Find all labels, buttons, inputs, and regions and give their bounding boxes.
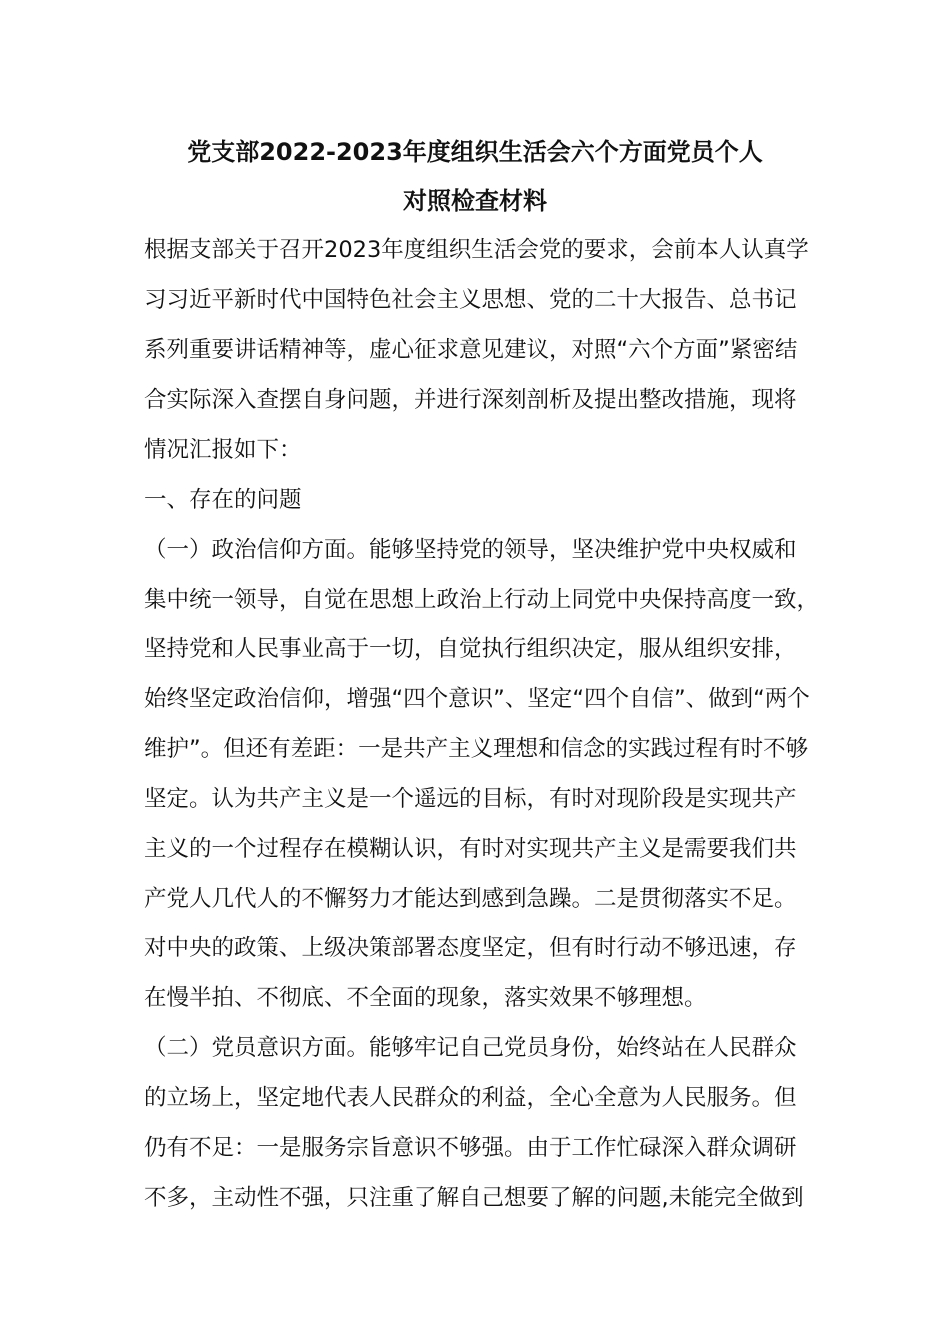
section-heading: 一、存在的问题 — [144, 487, 302, 513]
body-line: 集中统一领导，自觉在思想上政治上行动上同党中央保持高度一致， — [144, 587, 820, 613]
body-line: 仍有不足：一是服务宗旨意识不够强。由于工作忙碌深入群众调研 — [144, 1135, 797, 1161]
body-line: 根据支部关于召开2023年度组织生活会党的要求，会前本人认真学 — [144, 237, 809, 263]
body-line: 习习近平新时代中国特色社会主义思想、党的二十大报告、总书记 — [144, 287, 797, 313]
body-line: 不多，主动性不强，只注重了解自己想要了解的问题,未能完全做到 — [144, 1185, 804, 1211]
body-line: 的立场上，坚定地代表人民群众的利益，全心全意为人民服务。但 — [144, 1085, 797, 1111]
body-line: 主义的一个过程存在模糊认识，有时对实现共产主义是需要我们共 — [144, 836, 797, 862]
body-line: （一）政治信仰方面。能够坚持党的领导，坚决维护党中央权威和 — [144, 537, 797, 563]
body-line: 在慢半拍、不彻底、不全面的现象，落实效果不够理想。 — [144, 985, 707, 1011]
body-line: （二）党员意识方面。能够牢记自己党员身份，始终站在人民群众 — [144, 1035, 797, 1061]
body-line: 坚持党和人民事业高于一切，自觉执行组织决定，服从组织安排， — [144, 636, 797, 662]
body-line: 情况汇报如下： — [144, 437, 302, 463]
document-title-line-2: 对照检查材料 — [403, 187, 547, 215]
body-line: 始终坚定政治信仰，增强“四个意识”、坚定“四个自信”、做到“两个 — [144, 686, 810, 712]
body-line: 维护”。但还有差距：一是共产主义理想和信念的实践过程有时不够 — [144, 736, 809, 762]
body-line: 系列重要讲话精神等，虚心征求意见建议，对照“六个方面”紧密结 — [144, 337, 798, 363]
document-title-line-1: 党支部2022-2023年度组织生活会六个方面党员个人 — [187, 138, 763, 166]
body-line: 对中央的政策、上级决策部署态度坚定，但有时行动不够迅速，存 — [144, 935, 797, 961]
body-line: 合实际深入查摆自身问题，并进行深刻剖析及提出整改措施，现将 — [144, 387, 797, 413]
body-line: 坚定。认为共产主义是一个遥远的目标，有时对现阶段是实现共产 — [144, 786, 797, 812]
body-line: 产党人几代人的不懈努力才能达到感到急躁。二是贯彻落实不足。 — [144, 886, 797, 912]
